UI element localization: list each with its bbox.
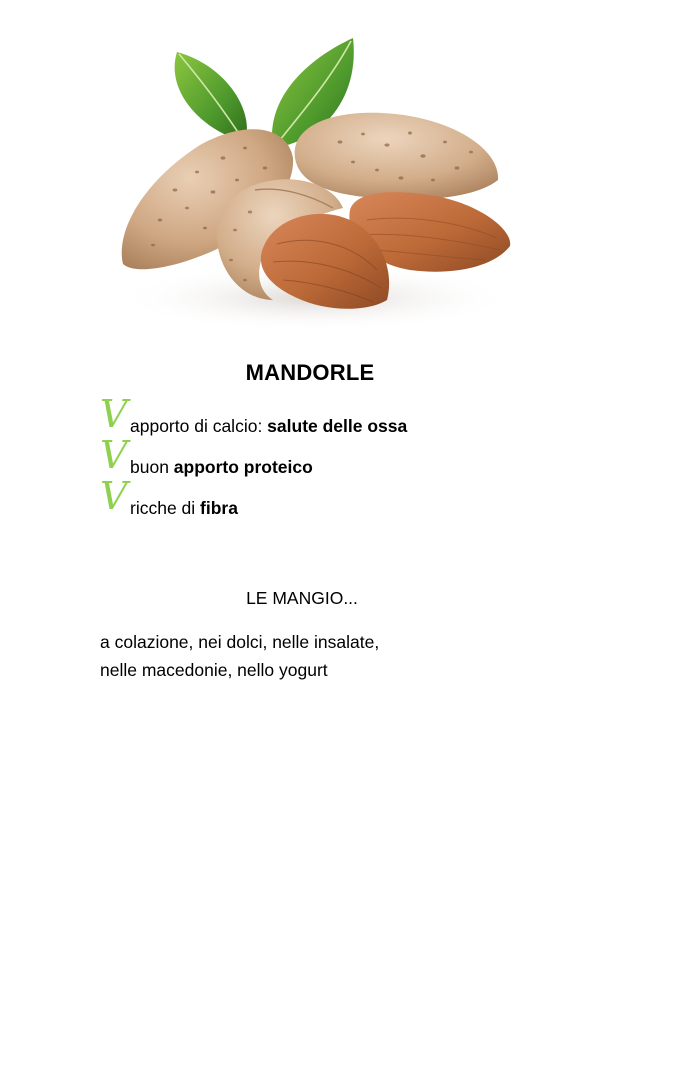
benefit-prefix: ricche di <box>130 498 201 518</box>
almonds-illustration <box>105 30 525 350</box>
usage-text <box>100 628 379 684</box>
usage-line-2: nelle macedonie, nello yogurt <box>100 660 328 680</box>
benefit-highlight: salute delle ossa <box>267 416 408 436</box>
benefit-text <box>130 416 407 436</box>
almond-shell-right <box>295 113 498 200</box>
benefit-text <box>130 498 238 518</box>
benefit-highlight: apporto proteico <box>173 457 313 477</box>
usage-line-1: a colazione, nei dolci, nelle insalate, <box>100 632 380 652</box>
benefit-prefix: apporto di calcio: <box>130 416 268 436</box>
check-v-icon: V <box>100 433 128 477</box>
check-v-icon: V <box>100 392 128 436</box>
check-v-icon: V <box>100 474 128 518</box>
benefit-text <box>130 457 313 477</box>
benefit-prefix: buon <box>130 457 174 477</box>
page-title: MANDORLE <box>245 360 375 385</box>
subheading: LE MANGIO... <box>246 588 358 608</box>
benefit-highlight: fibra <box>200 498 238 518</box>
leaf-left <box>175 52 247 142</box>
